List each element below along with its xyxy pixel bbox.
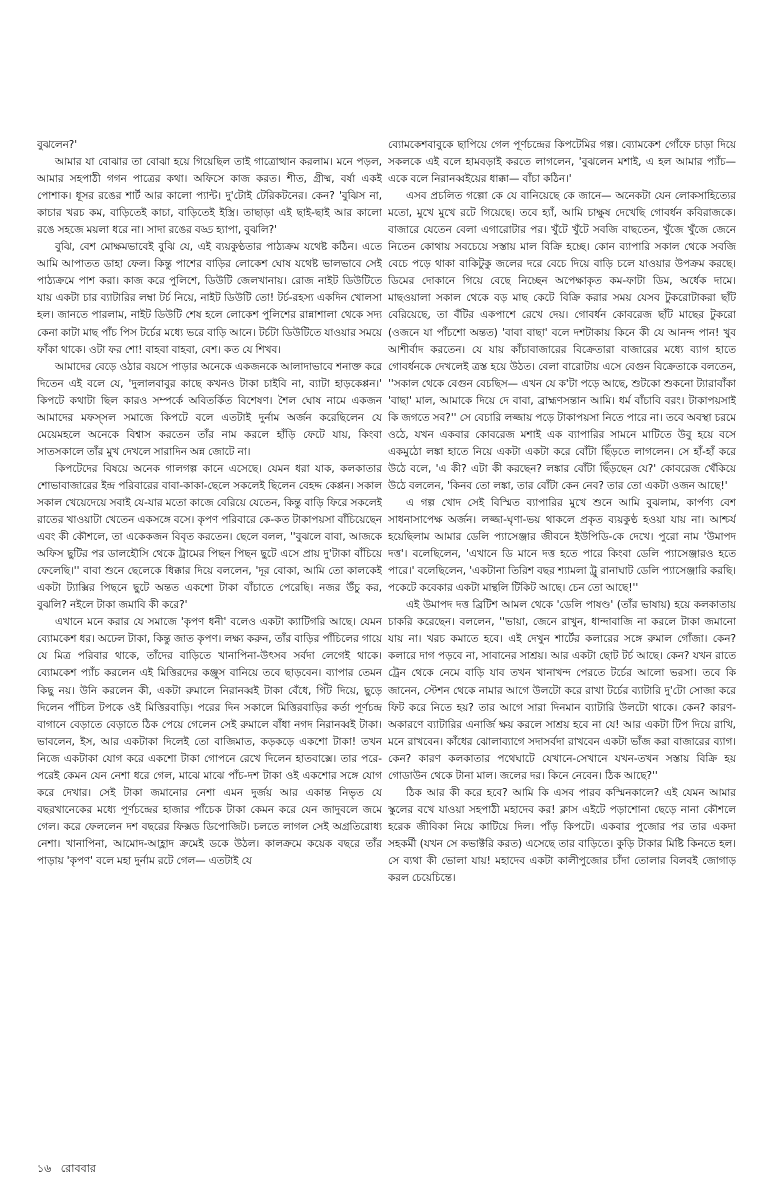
paragraph-left-4: আমাদের বেড়ে ওঠার বয়সে পাড়ার অনেকে একজনকে আলাদাভাবে শনাক্ত করে দিতেন এই বলে যে, 'দুলালবাবুর কাছে কখনও টাকা চাইবি না, ব্যাটা হাড়কেপ্পন।' কিপটে কথাটা ছিল কারও সম্পর্কে অবিতর্কিত বিশেষণ। শৈল ঘোষ নামে একজন আমাদের মফস্সল সমাজে কিপটে বলে এতটাই দুর্নাম অর্জন করেছিলেন যে মেয়েমহলে অনেকে বিশ্বাস করতেন তাঁর নাম করলে হাঁড়ি ফেটে যায়, কিংবা সাতসকালে তাঁর মুখ দেখলে সারাদিন অন্ন জোটে না। [37,360,382,458]
paragraph-left-6: এখানে মনে করার যে সমাজে 'কৃপণ ধনী' বলেও একটা ক্যাটিগরি আছে। যেমন ব্যোমকেশ ধর। অঢেল টাকা, কিন্তু জাত কৃপণ। লক্ষ্য করুন, তাঁর বাড়ির পাঁচিলের গায়ে যে মিত্র পরিবার থাকে, তাঁদের বাড়িতে খানাপিনা-উৎসব সর্বদা লেগেই থাকে। ব্যোমকেশ প্যাঁচ করলেন এই মিত্তিরদের কঞ্জুস বানিয়ে তবে ছাড়বেন। ব্যাপার তেমন কিছু নয়। উনি করলেন কী, একটা রুমালে নিরানব্বই টাকা বেঁধে, গিঁট দিয়ে, ছুড়ে দিলেন পাঁচিল টপকে ওই মিত্তিরবাড়ি। পরের দিন সকালে মিত্তিরবাড়ির কর্তা পূর্ণচন্দ্র বাগানে বেড়াতে বেড়াতে ঠিক পেয়ে গেলেন সেই রুমালে বাঁধা নগদ নিরানব্বই টাকা। ভাবলেন, ইস, আর একটাকা দিলেই তো বাজিমাত, কড়কড়ে একশো টাকা! তখন নিজে একটাকা যোগ করে একশো টাকা গোপনে রেখে দিলেন হাতবাক্সে। তার পরে-পরেই কেমন যেন নেশা ধরে গেল, মাঝে মাঝে পাঁচ-দশ টাকা ওই একশোর সঙ্গে যোগ করে দেখার। সেই টাকা জমানোর নেশা এমন দুর্জয় আর একান্ত নিভৃত যে বছরখানেকের মধ্যে পূর্ণচন্দ্রের হাজার পাঁচেক টাকা কেমন করে যেন জাদুবলে জমে গেল। করে ফেললেন দশ বছরের ফিক্সড ডিপোজিট। চলতে লাগল সেই অগ্রতিরোধ্য নেশা। খানাপিনা, আমোদ-আহ্লাদ ক্রমেই ডকে উঠল। কালক্রমে কয়েক বছরে তাঁর পাড়ায় 'কৃপণ' বলে মহা দুর্নাম রটে গেল— এতটাই যে [37,616,382,867]
paragraph-right-2: এসব প্রচলিত গল্পো কে যে বানিয়েছে কে জানে— অনেকটা যেন লোকসাহিত্যের মতো, মুখে মুখে রটে গিয়েছে। তবে হ্যাঁ, আমি চাক্ষুষ দেখেছি গোবর্ধন কবিরাজকে। বাজারে যেতেন বেলা এগারোটার পর। খুঁটে খুঁটে সবজি বাছতেন, খুঁজে খুঁজে জেনে নিতেন কোথায় সবচেয়ে সস্তায় মাল বিক্রি হচ্ছে। কোন ব্যাপারি সকাল থেকে সবজি বেচে পড়ে থাকা বাকিটুকু জলের দরে বেচে দিয়ে বাড়ি চলে যাওয়ার উপক্রম করছে। ডিমের দোকানে গিয়ে বেছে নিচ্ছেন অপেক্ষাকৃত কম-ফাটা ডিম, অর্ধেক দামে। মাছওয়ালা সকাল থেকে বড় মাছ কেটে বিক্রি করার সময় যেসব টুকরোটাকরা ছাঁট বেরিয়েছে, তা বঁটির একপাশে রেখে দেয়। গোবর্ধন কোবরেজ ছাঁট মাছের টুকরো (ওজনে যা পাঁচশো অন্তত) 'বাবা বাছা' বলে দশটাকায় কিনে কী যে আনন্দ পান! খুব আশীর্বাদ করতেন। যে যায় কাঁচাবাজারের বিক্রেতারা বাজারের মধ্যে ব্যাগ হাতে গোবর্ধনকে দেখলেই ত্রস্ত হয়ে উঠত। বেলা বারোটায় এসে বেগুন বিক্রেতাকে বলতেন, ''সকাল থেকে বেগুন বেচছিস— এখন যে ক'টা পড়ে আছে, শুটকো শুকনো ট্যারাবাঁকা 'বাছা' মাল, আমাকে দিয়ে দে বাবা, ব্রাহ্মণসন্তান আমি। ধর্ম বাঁচাবি বরং। টাকাপয়সাই কি জগতে সব?'' সে বেচারি লজ্জায় পড়ে টাকাপয়সা নিতে পারে না। তবে অবস্থা চরমে ওঠে, যখন একবার কোবরেজ মশাই এক ব্যাপারির সামনে মাটিতে উবু হয়ে বসে একমুঠো লঙ্কা হাতে নিয়ে একটা একটা করে বোঁটা ছিঁড়তে লাগলেন। সে হাঁ-হাঁ করে উঠে বলে, 'এ কী? এটা কী করছেন? লঙ্কার বোঁটা ছিঁড়ছেন যে?' কোবরেজ খেঁকিয়ে উঠে বললেন, 'কিনব তো লঙ্কা, তার বোঁটা কেন নেব? তার তো একটা ওজন আছে!' [388,190,736,492]
paragraph-right-1: ব্যোমকেশবাবুকে ছাপিয়ে গেল পূর্ণচন্দ্রের কিপটেমির গল্প। ব্যোমকেশ গোঁফে চাড়া দিয়ে সকলকে এই বলে হামবড়াই করতে লাগলেন, 'বুঝলেন মশাই, এ হল আমার প্যাঁচ— একে বলে নিরানব্বইয়ের ধাক্কা— বাঁচা কঠিন।' [388,139,736,186]
paragraph-left-3: বুঝি, বেশ মোক্ষমভাবেই বুঝি যে, এই ব্যয়কুণ্ঠতার পাঠ্যক্রম যথেষ্ট কঠিন। এতে আমি আপাতত ডাহা ফেল। কিন্তু পাশের বাড়ির লোকেশ ঘোষ যথেষ্ট ভালভাবে সেই পাঠ্যক্রমে পাশ করা। কাজ করে পুলিশে, ডিউটি জেলখানায়। রোজ নাইট ডিউটিতে যায় একটা চার ব্যাটারির লম্বা টর্চ নিয়ে, নাইট ডিউটি তো! টর্চ-রহস্য একদিন খোলসা হল। জানতে পারলাম, নাইট ডিউটি শেষ হলে লোকেশ পুলিশের রান্নাশালা থেকে সদ্য কেনা কাটা মাছ পাঁচ পিস টর্চের মধ্যে ভরে বাড়ি আনে। টর্চটা ডিউটিতে যাওয়ার সময়ে ফাঁকা থাকে। ওটা ফর শো! বাহবা বাহবা, বেশ। কত যে শিখব। [37,241,382,356]
paragraph-right-4: এই উমাপদ দত্ত ব্রিটিশ আমল থেকে 'ডেলি পাষণ্ড' (তাঁর ভাষায়) হয়ে কলকাতায় চাকরি করেছেন। বললেন, ''ভায়া, জেনে রাখুন, ধান্দাবাজি না করলে টাকা জমানো যায় না। খরচ কমাতে হবে। এই দেখুন শার্টের কলারের সঙ্গে রুমাল গোঁজা। কেন? কলারে দাগ পড়বে না, সাবানের সাশ্রয়। আর একটা ছোট টর্চ আছে। কেন? যখন রাতে ট্রেন থেকে নেমে বাড়ি যাব তখন খানাখন্দ পেরতে টর্চের আলো ভরসা। তবে কি জানেন, স্টেশন থেকে নামার আগে উলটো করে রাখা টর্চের ব্যাটারি দু'টো সোজা করে ফিট করে নিতে হয়? তার আগে সারা দিনমান ব্যাটারি উলটো থাকে। কেন? কারণ-অকারণে ব্যাটারির এনার্জি ক্ষয় করলে সাশ্রয় হবে না যে! আর একটা টিপ দিয়ে রাখি, মনে রাখবেন। কাঁধের ঝোলাব্যাগে সদাসর্বদা রাখবেন একটা ভাঁজ করা বাজারের ব্যাগ। কেন? কারণ কলকাতার পথেঘাটে যেখানে-সেখানে যখন-তখন সস্তায় বিক্রি হয় গোডাউন থেকে টানা মাল। জলের দর। কিনে নেবেন। ঠিক আছে?'' [388,599,736,782]
paragraph-right-5: ঠিক আর কী করে হবে? আমি কি এসব পারব কস্মিনকালে? এই যেমন আমার স্কুলের বখে যাওয়া সহপাঠী মহাদেব কর! ক্লাস এইটে পড়াশোনা ছেড়ে নানা কৌশলে হরেক জীবিকা নিয়ে কাটিয়ে দিল। পাঁড় কিপটে। একবার পুজোর পর তার একদা সহকর্মী (যখন সে কভাক্টরি করত) এসেছে তার বাড়িতে। কুড়ি টাকার মিষ্টি কিনতে হল। সে ব্যথা কী ভোলা যায়! মহাদেব একটা কালীপুজোর চাঁদা তোলার বিলবই জোগাড় করল চেয়েচিন্তে। [388,786,736,885]
page-footer [37,1160,102,1179]
paragraph-left-5: কিপটেদের বিষয়ে অনেক গালগল্প কানে এসেছে। যেমন ধরা যাক, কলকাতার শোভাবাজারের ইন্দ্র পরিবারের বাবা-কাকা-ছেলে সকলেই ছিলেন বেহদ্দ কেপ্পন। সকাল সকাল খেয়েদেয়ে সবাই যে-যার মতো কাজে বেরিয়ে যেতেন, কিন্তু বাড়ি ফিরে সকলেই রাতের খাওয়াটা খেতেন একসঙ্গে বসে। কৃপণ পরিবারে কে-কত টাকাপয়সা বাঁচিয়েছেন এবং কী কৌশলে, তা একেকজন বিবৃত করতেন। ছেলে বলল, ''বুঝলে বাবা, আজকে অফিস ছুটির পর ডালহৌসি থেকে ট্রামের পিছন পিছন ছুটে এসে প্রায় দু'টাকা বাঁচিয়ে ফেলেছি।'' বাবা শুনে ছেলেকে ধিক্কার দিয়ে বললেন, 'দূর বোকা, আমি তো কালকেই একটা ট্যাক্সির পিছনে ছুটে অন্তত একশো টাকা বাঁচাতে পেরেছি। নজর উঁচু কর, বুঝলি? নইলে টাকা জমাবি কী করে?' [37,462,382,612]
article-column-right [388,137,736,1149]
paragraph-right-3: এ গল্প খোদ সেই বিস্মিত ব্যাপারির মুখে শুনে আমি বুঝলাম, কার্পণ্য বেশ সাধনাসাপেক্ষ অর্জন। লজ্জা-ঘৃণা-ভয় থাকলে প্রকৃত ব্যয়কুণ্ঠ হওয়া যায় না। আশ্চর্য হয়েছিলাম আমার ডেলি প্যাসেঞ্জার জীবনে ইউপিডি-কে দেখে। পুরো নাম 'উমাপদ দত্ত'। বলেছিলেন, 'এখানে ডি মানে দত্ত হতে পারে কিংবা ডেলি প্যাসেঞ্জারও হতে পারে।' বলেছিলেন, 'একটানা তিরিশ বছর শ্যামলা ট্রু রানাঘাট ডেলি প্যাসেঞ্জারি করছি। পকেটে কবেকার একটা মান্থলি টিকিট আছে। চেন তো আছে!'' [388,496,736,595]
article-column-left [37,137,382,1149]
paragraph-left-1: বুঝলেন?' [37,139,78,151]
magazine-name: রোববার [60,1162,96,1175]
page-number: ১৬ [37,1162,52,1175]
paragraph-left-2: আমার যা বোঝার তা বোঝা হয়ে গিয়েছিল তাই গাত্রোত্থান করলাম। মনে পড়ল, আমার সহপাঠী গগন পাত্রের কথা। অফিসে কাজ করত। শীত, গ্রীষ্ম, বর্ষা একই পোশাক। ধূসর রঙের শার্ট আর কালো প্যান্ট। দু'টোই টেরিকটনের। কেন? 'বুঝিস না, কাচার খরচ কম, বাড়িতেই কাচা, বাড়িতেই ইস্ত্রি। তাছাড়া এই ছাই-ছাই আর কালো রঙে সহজে ময়লা ধরে না। সাদা রঙের বড্ড হ্যাপা, বুঝলি?' [37,156,382,237]
